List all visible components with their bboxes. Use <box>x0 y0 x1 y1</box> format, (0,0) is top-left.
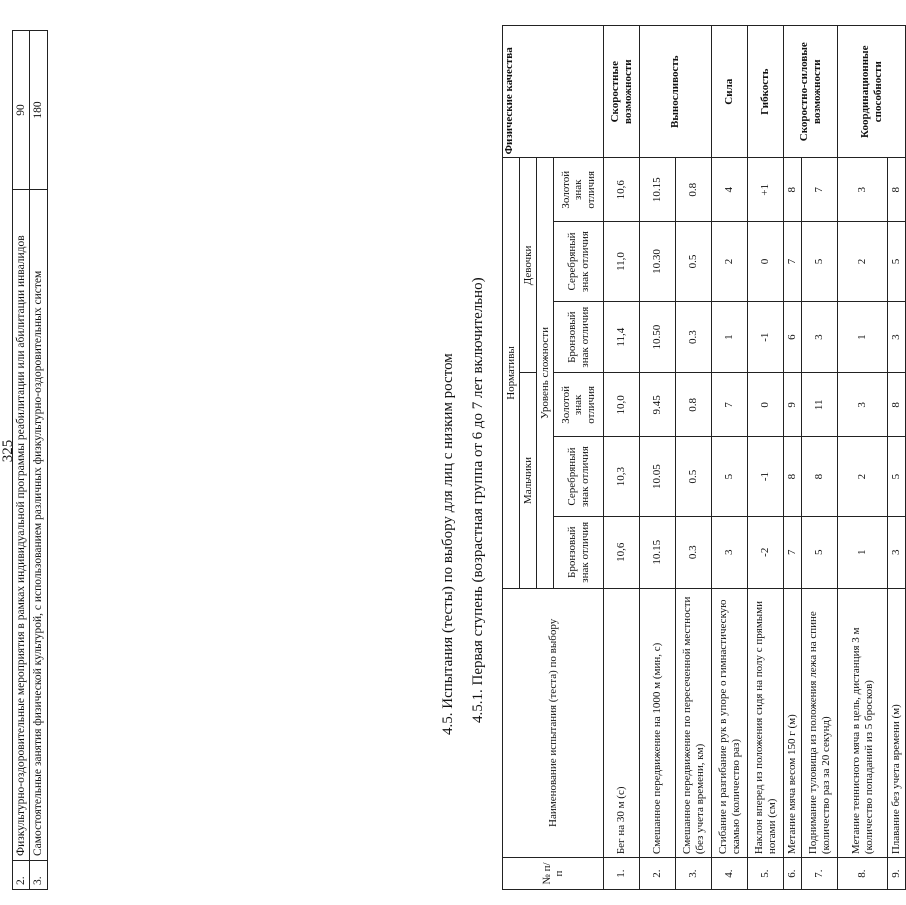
table-row <box>640 26 676 890</box>
header-difficulty: Уровень сложности <box>537 158 554 588</box>
table-row <box>838 26 888 890</box>
test-name: Плавание без учета времени (м) <box>888 588 906 858</box>
boys-silver-value: 2 <box>838 437 888 517</box>
girls-silver-value: 0 <box>748 222 784 302</box>
girls-silver-value: 11,0 <box>604 222 640 302</box>
girls-bronze-value: 3 <box>888 301 906 373</box>
test-name: Сгибание и разгибание рук в упоре о гимнастическую скамью (количество раз) <box>712 588 748 858</box>
girls-silver-value: 2 <box>712 222 748 302</box>
row-number: 6. <box>784 858 802 890</box>
test-name: Смешанное передвижение по пересеченной местности (без учета времени, км) <box>676 588 712 858</box>
table-row <box>712 26 748 890</box>
row-number: 2. <box>13 861 30 890</box>
table-row <box>784 26 802 890</box>
page-number: 325 <box>0 439 16 463</box>
header-girls: Девочки <box>520 158 537 373</box>
boys-gold-value: 3 <box>838 373 888 437</box>
quality-flexibility: Гибкость <box>748 26 784 158</box>
boys-gold-value: 11 <box>802 373 838 437</box>
boys-bronze-value: 3 <box>712 516 748 588</box>
quality-speed-strength: Скоростно-силовые возможности <box>784 26 838 158</box>
header-boys-bronze: Бронзовый знак отличия <box>554 516 604 588</box>
girls-bronze-value: 3 <box>802 301 838 373</box>
row-number: 9. <box>888 858 906 890</box>
norms-table <box>502 25 906 890</box>
header-qualities: Физические качества <box>503 26 604 158</box>
boys-bronze-value: 10,6 <box>604 516 640 588</box>
activity-text: Самостоятельные занятия физической культурой, с использованием различных физкультурно-оздоровительных систем <box>30 190 47 861</box>
table-row <box>604 26 640 890</box>
test-name: Поднимание туловища из положения лежа на спине (количество раз за 20 секунд) <box>802 588 838 858</box>
girls-gold-value: 10,6 <box>604 158 640 222</box>
girls-bronze-value: 11,4 <box>604 301 640 373</box>
boys-silver-value: 5 <box>712 437 748 517</box>
boys-bronze-value: 3 <box>888 516 906 588</box>
boys-silver-value: 5 <box>888 437 906 517</box>
boys-silver-value: 0.5 <box>676 437 712 517</box>
quality-coordination: Координационные способности <box>838 26 906 158</box>
girls-bronze-value: 0.3 <box>676 301 712 373</box>
test-name: Метание мяча весом 150 г (м) <box>784 588 802 858</box>
girls-gold-value: 0.8 <box>676 158 712 222</box>
girls-bronze-value: -1 <box>748 301 784 373</box>
boys-gold-value: 0 <box>748 373 784 437</box>
girls-gold-value: 8 <box>888 158 906 222</box>
quality-strength: Сила <box>712 26 748 158</box>
row-number: 3. <box>30 861 47 890</box>
table-row <box>748 26 784 890</box>
girls-silver-value: 7 <box>784 222 802 302</box>
girls-silver-value: 10.30 <box>640 222 676 302</box>
girls-silver-value: 5 <box>888 222 906 302</box>
row-number: 2. <box>640 858 676 890</box>
test-name: Бег на 30 м (с) <box>604 588 640 858</box>
boys-bronze-value: 5 <box>802 516 838 588</box>
header-girls-bronze: Бронзовый знак отличия <box>554 301 604 373</box>
girls-gold-value: 8 <box>784 158 802 222</box>
header-test-name: Наименование испытания (теста) по выбору <box>503 588 604 858</box>
test-name: Смешанное передвижение на 1000 м (мин, с) <box>640 588 676 858</box>
header-boys: Мальчики <box>520 373 537 588</box>
boys-gold-value: 9 <box>784 373 802 437</box>
header-girls-silver: Серебряный знак отличия <box>554 222 604 302</box>
row-number: 3. <box>676 858 712 890</box>
girls-bronze-value: 1 <box>712 301 748 373</box>
boys-silver-value: -1 <box>748 437 784 517</box>
boys-silver-value: 8 <box>802 437 838 517</box>
activity-value: 90 <box>13 31 30 190</box>
row-number: 5. <box>748 858 784 890</box>
boys-bronze-value: 0.3 <box>676 516 712 588</box>
boys-bronze-value: 7 <box>784 516 802 588</box>
header-num: № п/п <box>503 858 604 890</box>
girls-bronze-value: 1 <box>838 301 888 373</box>
girls-bronze-value: 6 <box>784 301 802 373</box>
girls-silver-value: 5 <box>802 222 838 302</box>
quality-endurance: Выносливость <box>640 26 712 158</box>
header-boys-gold: Золотой знак отличия <box>554 373 604 437</box>
girls-silver-value: 0.5 <box>676 222 712 302</box>
girls-gold-value: 3 <box>838 158 888 222</box>
row-number: 8. <box>838 858 888 890</box>
activity-value: 180 <box>30 31 47 190</box>
test-name: Наклон вперед из положения сидя на полу с прямыми ногами (см) <box>748 588 784 858</box>
row-number: 7. <box>802 858 838 890</box>
test-name: Метание теннисного мяча в цель, дистанция 3 м (количество попаданий из 5 бросков) <box>838 588 888 858</box>
subsection-heading: 4.5.1. Первая ступень (возрастная группа от 6 до 7 лет включительно) <box>470 277 486 723</box>
activity-text: Физкультурно-оздоровительные мероприятия в рамках индивидуальной программы реабилитации или абилитации инвалидов <box>13 190 30 861</box>
girls-gold-value: 7 <box>802 158 838 222</box>
intro-activities-table <box>12 30 48 890</box>
boys-gold-value: 9.45 <box>640 373 676 437</box>
girls-bronze-value: 10.50 <box>640 301 676 373</box>
boys-bronze-value: -2 <box>748 516 784 588</box>
boys-gold-value: 10,0 <box>604 373 640 437</box>
header-boys-silver: Серебряный знак отличия <box>554 437 604 517</box>
table-row <box>13 31 30 890</box>
girls-gold-value: 10.15 <box>640 158 676 222</box>
header-girls-gold: Золотой знак отличия <box>554 158 604 222</box>
girls-gold-value: 4 <box>712 158 748 222</box>
section-heading: 4.5. Испытания (тесты) по выбору для лиц с низким ростом <box>440 353 456 735</box>
girls-silver-value: 2 <box>838 222 888 302</box>
boys-silver-value: 8 <box>784 437 802 517</box>
boys-bronze-value: 10.15 <box>640 516 676 588</box>
row-number: 1. <box>604 858 640 890</box>
row-number: 4. <box>712 858 748 890</box>
boys-gold-value: 0.8 <box>676 373 712 437</box>
header-norms: Нормативы <box>503 158 520 588</box>
boys-silver-value: 10,3 <box>604 437 640 517</box>
boys-bronze-value: 1 <box>838 516 888 588</box>
quality-speed: Скоростные возможности <box>604 26 640 158</box>
table-row <box>30 31 47 890</box>
girls-gold-value: +1 <box>748 158 784 222</box>
boys-gold-value: 8 <box>888 373 906 437</box>
boys-gold-value: 7 <box>712 373 748 437</box>
boys-silver-value: 10.05 <box>640 437 676 517</box>
